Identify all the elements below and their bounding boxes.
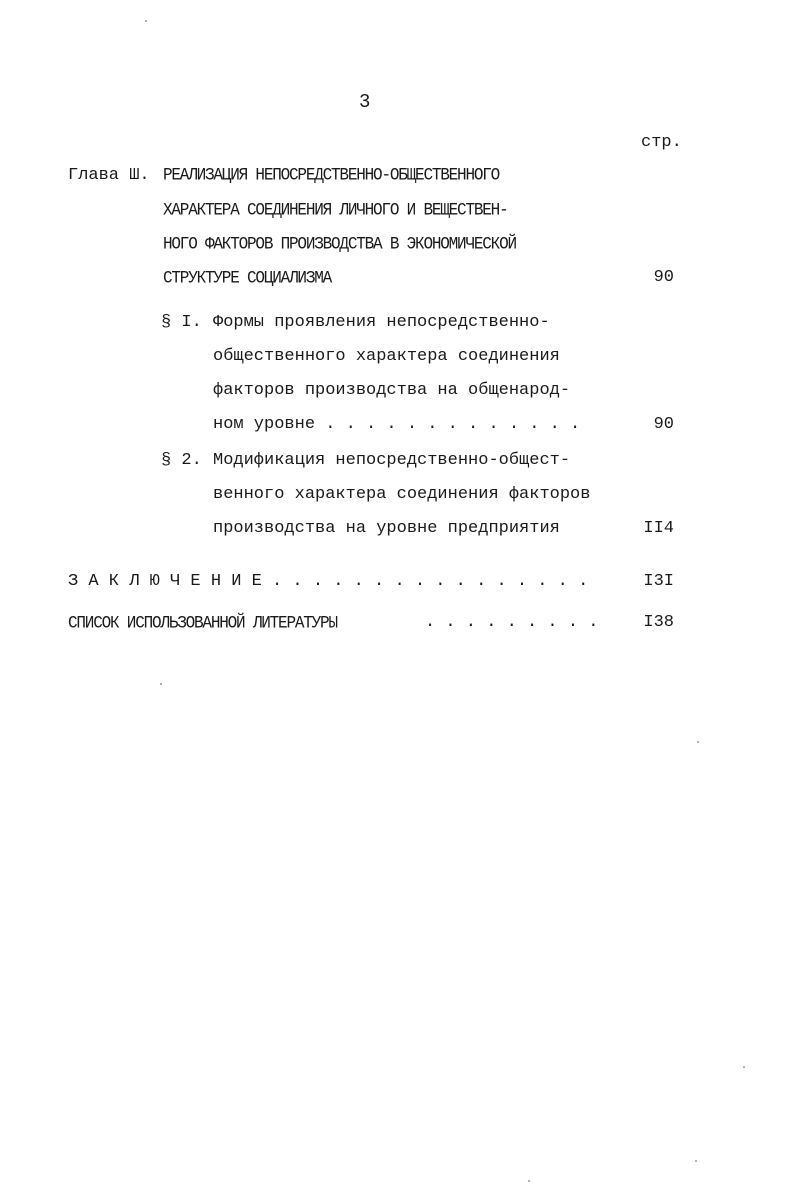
- scan-speck: [697, 741, 699, 743]
- chapter-title-line: РЕАЛИЗАЦИЯ НЕПОСРЕДСТВЕННО-ОБЩЕСТВЕННОГО: [163, 165, 500, 185]
- section-label: § 2.: [161, 451, 202, 470]
- scan-speck: [743, 1066, 745, 1068]
- bibliography-title: СПИСОК ИСПОЛЬЗОВАННОЙ ЛИТЕРАТУРЫ: [68, 613, 337, 633]
- chapter-title-line: ХАРАКТЕРА СОЕДИНЕНИЯ ЛИЧНОГО И ВЕЩЕСТВЕН-: [163, 200, 508, 220]
- bibliography-page: I38: [643, 613, 674, 632]
- chapter-page: 90: [653, 268, 674, 287]
- chapter-title-line: НОГО ФАКТОРОВ ПРОИЗВОДСТВА В ЭКОНОМИЧЕСКОЙ: [163, 234, 516, 254]
- chapter-title-line: СТРУКТУРЕ СОЦИАЛИЗМА: [163, 268, 332, 288]
- section-page: 90: [653, 415, 674, 434]
- bibliography-dots: . . . . . . . . .: [425, 613, 599, 632]
- conclusion-page: I3I: [643, 572, 674, 591]
- section-title-line: ном уровне . . . . . . . . . . . . .: [213, 415, 581, 434]
- scan-speck: [160, 683, 162, 685]
- page-number: 3: [359, 91, 371, 113]
- pages-column-header: стр.: [641, 133, 682, 152]
- scan-speck: [528, 1180, 530, 1182]
- section-label: § I.: [161, 313, 202, 332]
- section-title-line: Модификация непосредственно-общест-: [213, 451, 571, 470]
- section-title-line: факторов производства на общенарод-: [213, 381, 571, 400]
- conclusion-title: З А К Л Ю Ч Е Н И Е . . . . . . . . . . . . . . . .: [68, 572, 589, 591]
- chapter-label: Глава Ш.: [68, 166, 150, 185]
- section-title-line: общественного характера соединения: [213, 347, 560, 366]
- section-title-line: производства на уровне предприятия: [213, 519, 560, 538]
- scan-speck: [695, 1160, 697, 1162]
- scan-speck: [145, 20, 147, 22]
- section-title-line: венного характера соединения факторов: [213, 485, 591, 504]
- section-page: II4: [643, 519, 674, 538]
- section-title-line: Формы проявления непосредственно-: [213, 313, 550, 332]
